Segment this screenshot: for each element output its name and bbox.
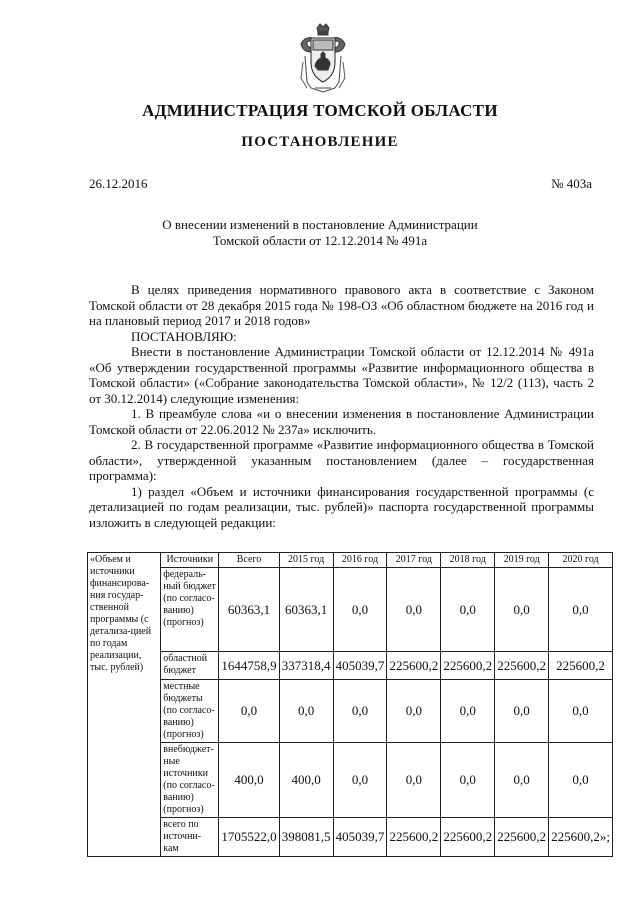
value-cell: 0,0: [387, 568, 441, 652]
value-cell: 0,0: [441, 568, 495, 652]
paragraph-item-1: 1. В преамбуле слова «и о внесении изменения в постановление Администрации Томской области от 22.06.2012 № 237а» исключить.: [89, 406, 594, 437]
paragraph-item-2-1: 1) раздел «Объем и источники финансирования государственной программы (с детализацией по годам реализации, тыс. рублей)» паспорта государственной программы изложить в следующей редакции:: [89, 483, 594, 530]
value-cell: 0,0: [387, 680, 441, 743]
value-cell: 0,0: [549, 568, 613, 652]
subject-line-2: Томской области от 12.12.2014 № 491а: [212, 233, 428, 248]
value-cell: 60363,1: [279, 568, 333, 652]
value-cell: 405039,7: [333, 652, 387, 680]
paragraph-preamble: В целях приведения нормативного правового акта в соответствие с Законом Томской области от 28 декабря 2015 года № 198-ОЗ «Об областном бюджете на 2016 год и на плановый период 2017 и 2018 годов»: [89, 282, 594, 328]
value-cell: 400,0: [219, 743, 279, 818]
table-row: [88, 568, 613, 652]
column-header: Источники: [161, 553, 219, 568]
table-header-row: [88, 553, 613, 568]
column-header: 2018 год: [441, 553, 495, 568]
value-cell: 225600,2: [441, 652, 495, 680]
source-cell: местные бюджеты (по согласо-ванию) (прогноз): [161, 680, 219, 743]
financing-table: [87, 552, 613, 857]
source-cell: всего по источни-кам: [161, 818, 219, 857]
table-row: [88, 652, 613, 680]
value-cell: 0,0: [387, 743, 441, 818]
column-header: 2019 год: [495, 553, 549, 568]
paragraph-item-2: 2. В государственной программе «Развитие информационного общества в Томской области», утвержденной указанным постановлением (далее – государственная программа):: [89, 437, 594, 483]
document-body: [89, 282, 594, 530]
value-cell: 60363,1: [219, 568, 279, 652]
value-cell: 1644758,9: [219, 652, 279, 680]
document-date: 26.12.2016: [89, 176, 148, 191]
table-row: [88, 818, 613, 857]
value-cell: 225600,2»;: [549, 818, 613, 857]
value-cell: 0,0: [279, 680, 333, 743]
table-row: [88, 743, 613, 818]
document-type: ПОСТАНОВЛЕНИЕ: [241, 134, 399, 150]
subject-line-1: О внесении изменений в постановление Администрации: [162, 217, 478, 232]
value-cell: 225600,2: [549, 652, 613, 680]
document-subject: [0, 217, 640, 249]
paragraph-resolve: ПОСТАНОВЛЯЮ:: [131, 328, 237, 344]
value-cell: 0,0: [549, 680, 613, 743]
paragraph-amend: Внести в постановление Администрации Томской области от 12.12.2014 № 491а «Об утверждении государственной программы «Развитие информационного общества в Томской области» («Собрание законодательства Томской области», № 12/2 (113), часть 2 от 30.12.2014) следующие изменения:: [89, 344, 594, 406]
column-header: 2020 год: [549, 553, 613, 568]
value-cell: 0,0: [549, 743, 613, 818]
value-cell: 400,0: [279, 743, 333, 818]
value-cell: 225600,2: [495, 818, 549, 857]
table-row-header: «Объем и источники финансирова-ния государ-ственной программы (с детализа-цией по годам реализации, тыс. рублей): [88, 553, 161, 857]
source-cell: федераль-ный бюджет (по согласо-ванию) (прогноз): [161, 568, 219, 652]
organization-title: АДМИНИСТРАЦИЯ ТОМСКОЙ ОБЛАСТИ: [142, 101, 498, 120]
value-cell: 0,0: [219, 680, 279, 743]
column-header: 2017 год: [387, 553, 441, 568]
value-cell: 0,0: [333, 568, 387, 652]
value-cell: 0,0: [333, 743, 387, 818]
value-cell: 0,0: [495, 743, 549, 818]
value-cell: 225600,2: [495, 652, 549, 680]
value-cell: 398081,5: [279, 818, 333, 857]
source-cell: областной бюджет: [161, 652, 219, 680]
value-cell: 0,0: [333, 680, 387, 743]
value-cell: 0,0: [495, 568, 549, 652]
value-cell: 0,0: [441, 680, 495, 743]
column-header: 2015 год: [279, 553, 333, 568]
document-number: № 403а: [551, 176, 592, 191]
value-cell: 225600,2: [441, 818, 495, 857]
value-cell: 337318,4: [279, 652, 333, 680]
source-cell: внебюджет-ные источники (по согласо-ванию) (прогноз): [161, 743, 219, 818]
value-cell: 225600,2: [387, 818, 441, 857]
value-cell: 405039,7: [333, 818, 387, 857]
value-cell: 225600,2: [387, 652, 441, 680]
column-header: Всего: [219, 553, 279, 568]
table-row: [88, 680, 613, 743]
value-cell: 1705522,0: [219, 818, 279, 857]
value-cell: 0,0: [441, 743, 495, 818]
column-header: 2016 год: [333, 553, 387, 568]
tomsk-coat-of-arms-emblem: [295, 22, 351, 96]
value-cell: 0,0: [495, 680, 549, 743]
